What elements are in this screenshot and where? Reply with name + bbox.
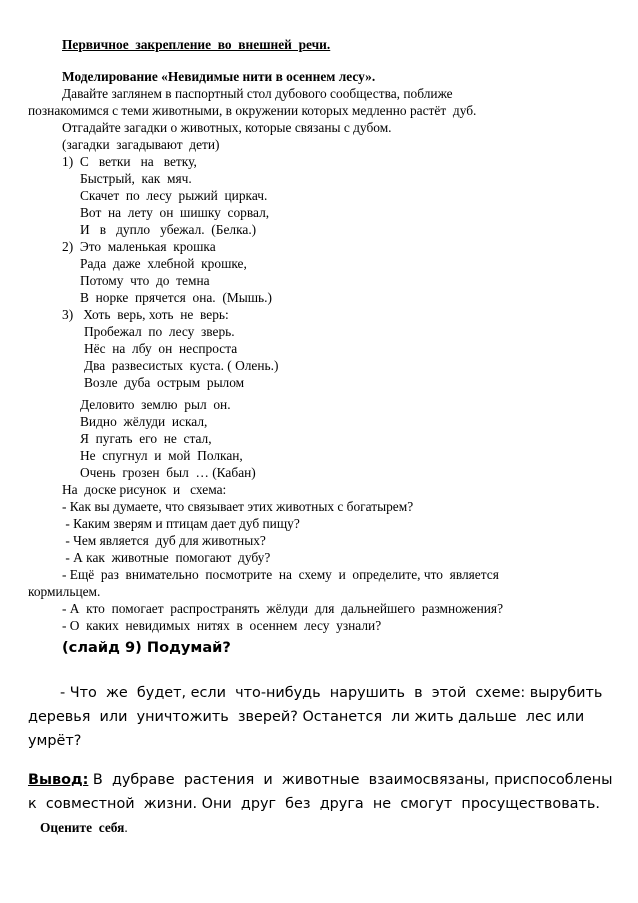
question-line-justified: - Ещё раз внимательно посмотрите на схему и определите, что является bbox=[62, 567, 499, 582]
riddle-line: Видно жёлуди искал, bbox=[80, 414, 208, 429]
question-line-end: кормильцем. bbox=[28, 584, 101, 599]
riddle-line: Вот на лету он шишку сорвал, bbox=[80, 205, 270, 220]
question-line: - А кто помогает распространять жёлуди для дальнейшего размножения? bbox=[62, 601, 504, 616]
riddle-line: Быстрый, как мяч. bbox=[80, 171, 192, 186]
self-assessment-end: . bbox=[124, 820, 128, 835]
think-line: деревья или уничтожить зверей? Останется ли жить дальше лес или bbox=[28, 709, 585, 725]
riddle-line: Я пугать его не стал, bbox=[80, 431, 212, 446]
riddle-line: Скачет по лесу рыжий циркач. bbox=[80, 188, 268, 203]
riddle-line: Потому что до темна bbox=[80, 273, 210, 288]
riddle-line: Возле дуба острым рылом bbox=[84, 375, 245, 390]
conclusion-line bbox=[28, 770, 613, 790]
conclusion-label: Вывод: bbox=[28, 772, 89, 788]
riddle-line: И в дупло убежал. (Белка.) bbox=[80, 222, 257, 237]
self-assessment bbox=[40, 820, 128, 836]
think-line: - Что же будет, если что-нибудь нарушить в этой схеме: вырубить bbox=[60, 685, 603, 701]
question-line: - Каким зверям и птицам дает дуб пищу? bbox=[62, 516, 300, 531]
riddle-line: 1) С ветки на ветку, bbox=[62, 154, 197, 169]
conclusion-text: В дубраве растения и животные взаимосвязаны, приспособлены bbox=[88, 772, 613, 788]
intro-line: Отгадайте загадки о животных, которые связаны с дубом. bbox=[62, 120, 392, 135]
riddle-line: 3) Хоть верь, хоть не верь: bbox=[62, 307, 229, 322]
section-heading: Первичное закрепление во внешней речи. bbox=[62, 37, 331, 52]
riddle-line: Очень грозен был … (Кабан) bbox=[80, 465, 256, 480]
intro-line: Давайте заглянем в паспортный стол дубового сообщества, поближе bbox=[62, 86, 453, 101]
riddle-line: В норке прячется она. (Мышь.) bbox=[80, 290, 272, 305]
riddle-line: Не спугнул и мой Полкан, bbox=[80, 448, 243, 463]
riddle-line: Два развесистых куста. ( Олень.) bbox=[84, 358, 279, 373]
intro-line: познакомимся с теми животными, в окружении которых медленно растёт дуб. bbox=[28, 103, 477, 118]
self-assessment-label: Оцените себя bbox=[40, 820, 125, 835]
slide-reference: (слайд 9) Подумай? bbox=[62, 639, 231, 656]
question-line: - Как вы думаете, что связывает этих животных с богатырем? bbox=[62, 499, 414, 514]
activity-title: Моделирование «Невидимые нити в осеннем лесу». bbox=[62, 69, 376, 84]
riddle-line: 2) Это маленькая крошка bbox=[62, 239, 216, 254]
question-line: - А как животные помогают дубу? bbox=[62, 550, 271, 565]
riddle-line: Рада даже хлебной крошке, bbox=[80, 256, 247, 271]
conclusion-line: к совместной жизни. Они друг без друга не смогут просуществовать. bbox=[28, 796, 600, 812]
intro-line: (загадки загадывают дети) bbox=[62, 137, 220, 152]
riddle-line: Нёс на лбу он неспроста bbox=[84, 341, 238, 356]
question-line: - Чем является дуб для животных? bbox=[62, 533, 266, 548]
board-note: На доске рисунок и схема: bbox=[62, 482, 227, 497]
riddle-line: Деловито землю рыл он. bbox=[80, 397, 231, 412]
question-line: - О каких невидимых нитях в осеннем лесу узнали? bbox=[62, 618, 382, 633]
think-line: умрёт? bbox=[28, 733, 82, 749]
riddle-line: Пробежал по лесу зверь. bbox=[84, 324, 235, 339]
